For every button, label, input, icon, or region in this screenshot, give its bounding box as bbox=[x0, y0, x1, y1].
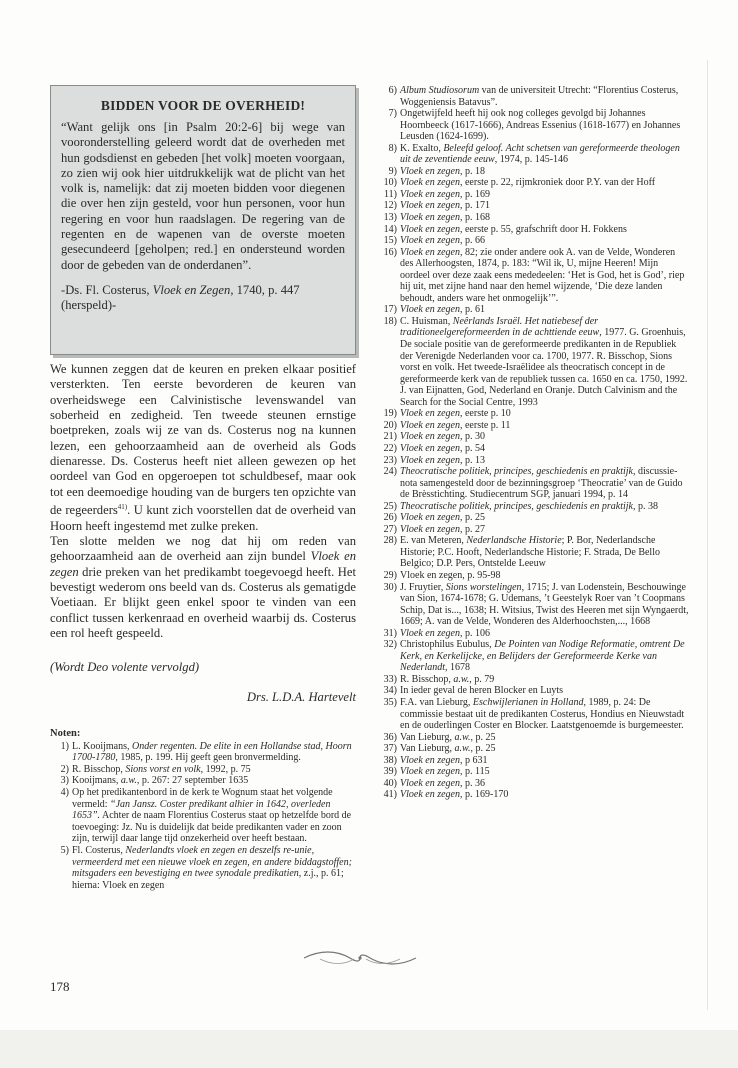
to-be-continued: (Wordt Deo volente vervolgd) bbox=[50, 660, 200, 674]
footnote-item: 32) Christophilus Eubulus, De Pointen van Nodige Reformatie, omtrent De Kerk, en Kerkelijcke, en Belijders der Gereformeerde Kerke van Nederlandt, 1678 bbox=[378, 639, 690, 674]
footnote-number: 25) bbox=[383, 500, 397, 512]
footnote-number: 11) bbox=[384, 188, 397, 200]
footnote-number: 31) bbox=[383, 627, 397, 639]
footnote-item: 29) Vloek en zegen, p. 95-98 bbox=[378, 570, 690, 582]
footnote-item: 8) K. Exalto, Beleefd geloof. Acht schetsen van gereformeerde theologen uit de zeventiende eeuw, 1974, p. 145-146 bbox=[378, 143, 690, 166]
footnote-number: 29) bbox=[383, 569, 397, 581]
footnote-item: 36) Van Lieburg, a.w., p. 25 bbox=[378, 732, 690, 744]
author-signature: Drs. L.D.A. Hartevelt bbox=[246, 690, 356, 704]
footnote-number: 10) bbox=[383, 177, 397, 189]
footnote-item: 15) Vloek en zegen, p. 66 bbox=[378, 235, 690, 247]
footnote-number: 21) bbox=[383, 431, 397, 443]
notes-list-left bbox=[50, 741, 356, 892]
footnote-number: 37) bbox=[383, 743, 397, 755]
notes-column-right bbox=[378, 85, 690, 801]
footnote-number: 39) bbox=[383, 766, 397, 778]
footnote-number: 40) bbox=[383, 777, 397, 789]
footnote-number: 13) bbox=[383, 212, 397, 224]
footnote-item: 2) R. Bisschop, Sions vorst en volk, 1992, p. 75 bbox=[50, 764, 356, 776]
footnote-item: 22) Vloek en zegen, p. 54 bbox=[378, 443, 690, 455]
footnote-number: 17) bbox=[383, 304, 397, 316]
footnote-item: 1) L. Kooijmans, Onder regenten. De elite in een Hollandse stad, Hoorn 1700-1780, 1985, p. 199. Hij geeft geen bronvermelding. bbox=[50, 741, 356, 764]
footnote-number: 36) bbox=[383, 731, 397, 743]
notes-heading: Noten: bbox=[50, 728, 81, 739]
footnote-item: 9) Vloek en zegen, p. 18 bbox=[378, 166, 690, 178]
notes-list-right bbox=[378, 85, 690, 801]
footnote-item: 40) Vloek en zegen, p. 36 bbox=[378, 778, 690, 790]
footnote-item: 28) E. van Meteren, Nederlandsche Historie; P. Bor, Nederlandsche Historie; P.C. Hooft, Nederlandsche Historie; F. Strada, De Bello Belgico; D.P. Pers, Ontstelde Leeuw bbox=[378, 535, 690, 570]
footnote-number: 35) bbox=[383, 696, 397, 708]
notes-column-left bbox=[50, 728, 356, 891]
footnote-item: 19) Vloek en zegen, eerste p. 10 bbox=[378, 408, 690, 420]
footnote-number: 32) bbox=[383, 639, 397, 651]
article-paragraph-2: Ten slotte melden we nog dat hij om reden van gehoorzaamheid aan de overheid aan zijn bundel Vloek en zegen drie preken van het predikambt toegevoegd heeft. Het bevestigt wederom ons beeld van ds. Costerus als gematigde Voetiaan. Er blijkt geen enkel spoor te vinden van een conflict tussen kerkenraad en overheid waarbij ds. Costerus een rol heeft gespeeld. bbox=[50, 533, 356, 641]
footnote-number: 23) bbox=[383, 454, 397, 466]
quote-box-signature: -Ds. Fl. Costerus, Vloek en Zegen, 1740, p. 447 (herspeld)- bbox=[61, 282, 300, 313]
footnote-item: 31) Vloek en zegen, p. 106 bbox=[378, 628, 690, 640]
footnote-item: 23) Vloek en zegen, p. 13 bbox=[378, 455, 690, 467]
footnote-number: 24) bbox=[383, 466, 397, 478]
sidebar-quote-box bbox=[50, 85, 356, 355]
footnote-item: 3) Kooijmans, a.w., p. 267: 27 september 1635 bbox=[50, 775, 356, 787]
footnote-number: 5) bbox=[60, 844, 69, 856]
footnote-item: 18) C. Huisman, Neêrlands Israël. Het natiebesef der traditioneelgereformeerden in de achttiende eeuw, 1977. G. Groenhuis, De sociale positie van de gereformeerde predikanten in de Republiek der Verenigde Nederlanden voor ca. 1700, 1977. R. Bisschop, Sions vorst en volk. Het tweede-Israëlidee als theocratisch concept in de gereformeerde kerk van de republiek tussen ca. 1650 en ca. 1750, 1992. J. van Eijnatten, God, Nederland en Oranje. Dutch Calvinism and the Search for the Social Centre, 1993 bbox=[378, 316, 690, 408]
footnote-item: 5) Fl. Costerus, Nederlandts vloek en zegen en deszelfs re-unie, vermeerderd met een nieuwe vloek en zegen, en andere biddagstoffen; mitsgaders een bevestiging en twee synodale predikatien, z.j., p. 61; hierna: Vloek en zegen bbox=[50, 845, 356, 891]
footnote-item: 27) Vloek en zegen, p. 27 bbox=[378, 524, 690, 536]
footnote-number: 26) bbox=[383, 512, 397, 524]
footnote-item: 14) Vloek en zegen, eerste p. 55, grafschrift door H. Fokkens bbox=[378, 224, 690, 236]
footnote-item: 7) Ongetwijfeld heeft hij ook nog colleges gevolgd bij Johannes Hoornbeeck (1617-1666), Andreas Essenius (1618-1677) en Johannes Leusden (1624-1699). bbox=[378, 108, 690, 143]
footnote-number: 8) bbox=[388, 142, 397, 154]
quote-box-title: BIDDEN VOOR DE OVERHEID! bbox=[100, 98, 306, 113]
footnote-item: 34) In ieder geval de heren Blocker en Luyts bbox=[378, 685, 690, 697]
footnote-item: 10) Vloek en zegen, eerste p. 22, rijmkroniek door P.Y. van der Hoff bbox=[378, 177, 690, 189]
footnote-item: 25) Theocratische politiek, principes, geschiedenis en praktijk, p. 38 bbox=[378, 501, 690, 513]
footnote-number: 14) bbox=[383, 223, 397, 235]
footnote-number: 34) bbox=[383, 685, 397, 697]
footnote-item: 17) Vloek en zegen, p. 61 bbox=[378, 304, 690, 316]
footnote-item: 6) Album Studiosorum van de universiteit Utrecht: “Florentius Costerus, Woggeniensis Batavus”. bbox=[378, 85, 690, 108]
footnote-item: 26) Vloek en zegen, p. 25 bbox=[378, 512, 690, 524]
footnote-number: 18) bbox=[383, 315, 397, 327]
footnote-number: 20) bbox=[383, 419, 397, 431]
footnote-number: 9) bbox=[388, 165, 397, 177]
footnote-number: 19) bbox=[383, 408, 397, 420]
footnote-number: 41) bbox=[383, 789, 397, 801]
quote-box-body: “Want gelijk ons [in Psalm 20:2-6] bij wege van vooronderstelling geleerd wordt dat de overheden met hun godsdienst en gebeden [het volk] moeten voorgaan, zo zien wij ook hier uitdrukkelijk wat de plicht van het volk is, namelijk: dat zij moeten bidden voor diegenen die over hen zijn gesteld, voor hun personen, voor hun regering en voor hun raadslagen. De regering van de regenten en de wapenen van de overste moeten gesecundeerd [geholpen; red.] en ondersteund worden door de gebeden van de onderdanen”. bbox=[61, 120, 345, 272]
scan-bottom-band bbox=[0, 1030, 738, 1068]
footnote-number: 22) bbox=[383, 442, 397, 454]
footnote-item: 24) Theocratische politiek, principes, geschiedenis en praktijk, discussie-nota samengesteld door de bezinningsgroep ‘Theocratie’ van de Guido de Brèsstichting. Studiecentrum SGP, januari 1994, p. 14 bbox=[378, 466, 690, 501]
footnote-number: 12) bbox=[383, 200, 397, 212]
decorative-flourish-icon bbox=[300, 946, 420, 970]
page-number: 178 bbox=[50, 979, 70, 994]
footnote-item: 41) Vloek en zegen, p. 169-170 bbox=[378, 789, 690, 801]
footnote-item: 4) Op het predikantenbord in de kerk te Wognum staat het volgende vermeld: “Jan Jansz. Coster predikant alhier in 1642, overleden 1653”. Achter de naam Florentius Costerus staat op hetzelfde bord de toevoeging: Jz. Nu is duidelijk dat beide predikanten vader en zoon zijn, terwijl daar lange tijd onzekerheid over heeft bestaan. bbox=[50, 787, 356, 845]
footnote-item: 13) Vloek en zegen, p. 168 bbox=[378, 212, 690, 224]
footnote-item: 33) R. Bisschop, a.w., p. 79 bbox=[378, 674, 690, 686]
footnote-number: 38) bbox=[383, 754, 397, 766]
footnote-number: 27) bbox=[383, 523, 397, 535]
footnote-item: 35) F.A. van Lieburg, Eschwijlerianen in Holland, 1989, p. 24: De commissie bestaat uit de predikanten Costerus, Hondius en Nieuwstadt en de ouderlingen Coster en Blocker. Laatstgenoemde is burgemeester. bbox=[378, 697, 690, 732]
article-body bbox=[50, 362, 356, 641]
footnote-item: 11) Vloek en zegen, p. 169 bbox=[378, 189, 690, 201]
footnote-item: 30) J. Fruytier, Sions worstelingen, 1715; J. van Lodenstein, Beschouwinge van Sion, 1674-1678; G. Udemans, ’t Geestelyk Roer van ’t Coopmans Schip, Dat is..., 1638; H. Witsius, Twist des Heeren met sijn Wyngaerdt, 1669; A. van de Velde, Wonderen des Alderhoochsten,..., 1668 bbox=[378, 582, 690, 628]
footnote-number: 4) bbox=[60, 786, 69, 798]
footnote-number: 7) bbox=[388, 108, 397, 120]
footnote-number: 28) bbox=[383, 535, 397, 547]
footnote-number: 15) bbox=[383, 235, 397, 247]
footnote-number: 2) bbox=[60, 763, 69, 775]
footnote-number: 6) bbox=[388, 85, 397, 96]
footnote-item: 39) Vloek en zegen, p. 115 bbox=[378, 766, 690, 778]
footnote-item: 21) Vloek en zegen, p. 30 bbox=[378, 431, 690, 443]
footnote-ref-41: 41) bbox=[117, 503, 128, 512]
footnote-item: 37) Van Lieburg, a.w., p. 25 bbox=[378, 743, 690, 755]
footnote-item: 16) Vloek en zegen, 82; zie onder andere ook A. van de Velde, Wonderen des Allerhoogsten, 1874, p. 183: “Wil ik, U, mijne Heeren! Mijn oordeel over deze zaak eens mededeelen: ‘Het is God, het is God’, riep hij uit, met zijne hand naar den hemel wijzende, ‘Die deze landen behoudt, anders ware het onmogelijk’”. bbox=[378, 247, 690, 305]
footnote-item: 12) Vloek en zegen, p. 171 bbox=[378, 200, 690, 212]
footnote-item: 38) Vloek en zegen, p 631 bbox=[378, 755, 690, 767]
footnote-number: 16) bbox=[383, 246, 397, 258]
footnote-number: 3) bbox=[60, 775, 69, 787]
footnote-item: 20) Vloek en zegen, eerste p. 11 bbox=[378, 420, 690, 432]
page-edge-line bbox=[707, 60, 708, 1010]
footnote-number: 30) bbox=[383, 581, 397, 593]
article-paragraph-1: We kunnen zeggen dat de keuren en preken elkaar positief versterkten. Ten eerste bevorderen de keuren van overheidswege een Calvinistische levenswandel van soberheid en zedigheid. Ten tweede steunen ernstige boetpreken, zoals wij ze van ds. Costerus nog na kunnen lezen, een gehoorzaamheid aan de overheid als Gods dienaresse. Ds. Costerus heeft niet alleen gewezen op het oordeel van God en opgeroepen tot schuldbesef, maar ook tot een deemoedige houding van de burgers ten opzichte van de regeerders$^{41)}$. U kunt zich voorstellen dat de overheid van Hoorn heeft ingestemd met zulke preken. bbox=[50, 362, 356, 533]
footnote-number: 33) bbox=[383, 673, 397, 685]
footnote-number: 1) bbox=[60, 740, 69, 752]
